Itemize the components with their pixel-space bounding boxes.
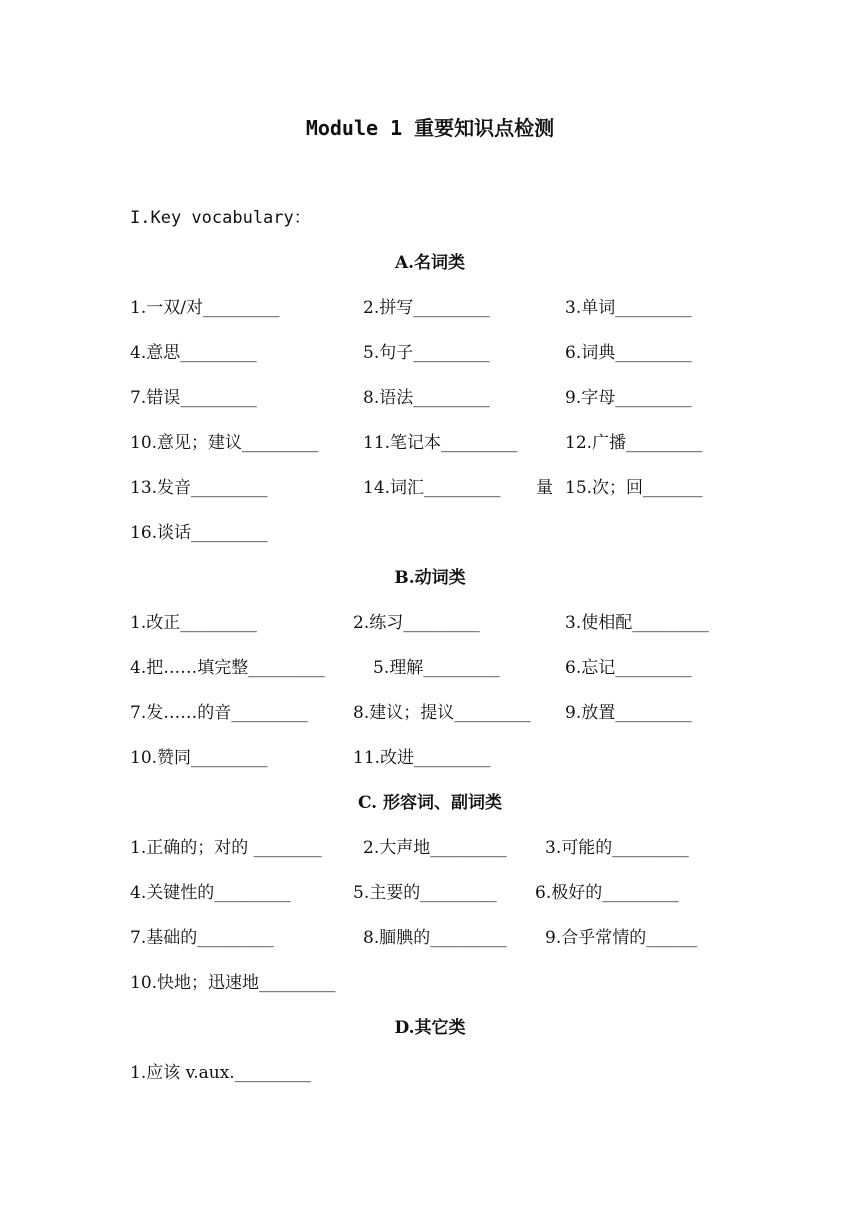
vocab-item: 3.使相配_________ [565, 613, 709, 633]
section-heading: I.Key vocabulary： [130, 208, 311, 228]
vocab-item: 3.可能的_________ [545, 838, 689, 858]
vocab-row [0, 431, 860, 455]
vocab-item: 10.赞同_________ [130, 748, 268, 768]
vocab-row [0, 386, 860, 410]
vocab-row [0, 971, 860, 995]
vocab-item: 8.语法_________ [363, 388, 490, 408]
vocab-row [0, 296, 860, 320]
vocab-row [0, 611, 860, 635]
vocab-item: 14.词汇_________ [363, 478, 501, 498]
group-title-verbs: B.动词类 [394, 568, 466, 588]
vocab-item: 15.次；回_______ [565, 478, 703, 498]
vocab-item: 9.合乎常情的______ [545, 928, 698, 948]
vocab-item: 4.把……填完整_________ [130, 658, 325, 678]
vocab-item: 1.一双/对_________ [130, 298, 280, 318]
vocab-row [0, 341, 860, 365]
vocab-item: 10.意见；建议_________ [130, 433, 319, 453]
vocab-row [0, 746, 860, 770]
vocab-item: 2.大声地_________ [363, 838, 507, 858]
group-title-adjectives: C. 形容词、副词类 [357, 793, 503, 813]
vocab-item: 12.广播_________ [565, 433, 703, 453]
vocab-row [0, 521, 860, 545]
vocab-row [0, 926, 860, 950]
vocab-item: 1.改正_________ [130, 613, 257, 633]
vocab-item-suffix: 量 [536, 478, 553, 498]
vocab-item: 4.关键性的_________ [130, 883, 291, 903]
vocab-item: 4.意思_________ [130, 343, 257, 363]
vocab-row [0, 476, 860, 500]
vocab-row [0, 881, 860, 905]
vocab-item: 5.理解_________ [373, 658, 500, 678]
vocab-item: 16.谈话_________ [130, 523, 268, 543]
vocab-item: 2.练习_________ [353, 613, 480, 633]
vocab-item: 7.基础的_________ [130, 928, 274, 948]
vocab-item: 11.改进_________ [353, 748, 491, 768]
vocab-item: 6.极好的_________ [535, 883, 679, 903]
vocab-item: 7.错误_________ [130, 388, 257, 408]
vocab-item: 9.字母_________ [565, 388, 692, 408]
vocab-item: 9.放置_________ [565, 703, 692, 723]
vocab-item: 6.忘记_________ [565, 658, 692, 678]
vocab-item: 1.正确的；对的 ________ [130, 838, 322, 858]
vocab-item: 7.发……的音_________ [130, 703, 308, 723]
vocab-item: 8.建议；提议_________ [353, 703, 531, 723]
vocab-row [0, 656, 860, 680]
vocab-item: 6.词典_________ [565, 343, 692, 363]
group-title-nouns: A.名词类 [394, 253, 466, 273]
vocab-item: 3.单词_________ [565, 298, 692, 318]
vocab-item: 10.快地；迅速地_________ [130, 973, 336, 993]
vocab-row [0, 836, 860, 860]
page-title: Module 1 重要知识点检测 [305, 116, 555, 140]
vocab-item: 11.笔记本_________ [363, 433, 518, 453]
vocab-item: 13.发音_________ [130, 478, 268, 498]
vocab-item: 2.拼写_________ [363, 298, 490, 318]
vocab-item: 8.腼腆的_________ [363, 928, 507, 948]
vocab-item: 1.应该 v.aux._________ [130, 1063, 312, 1083]
vocab-row [0, 701, 860, 725]
vocab-item: 5.主要的_________ [353, 883, 497, 903]
vocab-item: 5.句子_________ [363, 343, 490, 363]
group-title-others: D.其它类 [394, 1018, 466, 1038]
vocab-row [0, 1061, 860, 1085]
